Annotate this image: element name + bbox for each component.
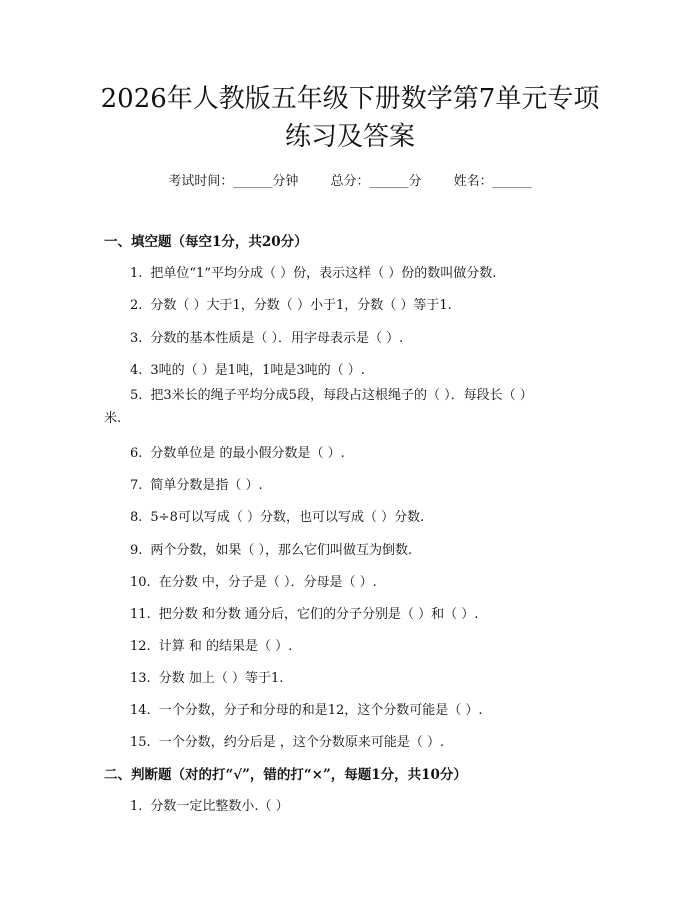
question-text: 把分数 和分数 通分后，它们的分子分别是（ ）和（ ）. <box>158 607 479 622</box>
question-number: 14. <box>130 703 151 718</box>
exam-info <box>0 170 700 189</box>
section-heading-fill-blank: 一、填空题（每空1分，共20分） <box>104 234 308 250</box>
question-4 <box>130 359 365 378</box>
question-text-line-2: 米. <box>104 411 122 426</box>
question-text: 分数单位是 的最小假分数是（ ）. <box>150 446 345 461</box>
question-text: 3吨的（ ）是1吨，1吨是3吨的（ ）. <box>150 363 365 378</box>
question-number: 4. <box>130 363 143 378</box>
question-number: 7. <box>130 478 143 493</box>
question-number: 13. <box>130 671 151 686</box>
question-text: 分数 加上（ ）等于1. <box>158 671 284 686</box>
question-number: 6. <box>130 446 143 461</box>
question-text: 一个分数，约分后是 ，这个分数原来可能是（ ）. <box>158 735 445 750</box>
exam-time: 考试时间：______分钟 <box>168 174 299 189</box>
question-number: 8. <box>130 510 143 525</box>
question-7 <box>130 474 263 493</box>
document-title <box>0 80 700 156</box>
question-2 <box>130 294 452 313</box>
section-heading-true-false: 二、判断题（对的打“√”，错的打“×”，每题1分，共10分） <box>104 767 467 783</box>
tf-question-1 <box>130 795 289 814</box>
question-text: 分数一定比整数小.（ ） <box>150 799 289 814</box>
title-line-2: 练习及答案 <box>284 122 415 152</box>
question-12 <box>130 635 292 654</box>
question-11 <box>130 603 478 622</box>
question-number: 1. <box>130 266 143 281</box>
question-6 <box>130 442 345 461</box>
question-text: 分数的基本性质是（ ）．用字母表示是（ ）. <box>150 331 404 346</box>
question-15 <box>130 731 444 750</box>
question-text-line-1: 把3米长的绳子平均分成5段，每段占这根绳子的（ ）．每段长（ ） <box>150 388 533 403</box>
question-text: 计算 和 的结果是（ ）. <box>158 639 293 654</box>
question-number: 10. <box>130 575 151 590</box>
question-number: 2. <box>130 298 143 313</box>
total-score: 总分：______分 <box>330 174 422 189</box>
question-text: 分数（ ）大于1，分数（ ）小于1，分数（ ）等于1. <box>150 298 452 313</box>
question-text: 把单位“1”平均分成（ ）份，表示这样（ ）份的数叫做分数. <box>150 266 497 281</box>
question-text: 一个分数，分子和分母的和是12，这个分数可能是（ ）. <box>158 703 483 718</box>
question-5 <box>104 384 604 430</box>
question-10 <box>130 571 377 590</box>
question-9 <box>130 539 412 558</box>
question-14 <box>130 699 483 718</box>
question-text: 5÷8可以写成（ ）分数，也可以写成（ ）分数. <box>150 510 425 525</box>
question-number: 9. <box>130 543 143 558</box>
question-number: 1. <box>130 799 143 814</box>
question-number: 11. <box>130 607 151 622</box>
question-1 <box>130 262 496 281</box>
question-number: 15. <box>130 735 151 750</box>
question-3 <box>130 327 403 346</box>
question-13 <box>130 667 283 686</box>
question-text: 简单分数是指（ ）. <box>150 478 263 493</box>
question-number: 12. <box>130 639 151 654</box>
question-number: 5. <box>130 388 143 403</box>
question-8 <box>130 506 424 525</box>
question-text: 在分数 中，分子是（ ）．分母是（ ）. <box>158 575 377 590</box>
question-text: 两个分数，如果（ ），那么它们叫做互为倒数. <box>150 543 413 558</box>
student-name: 姓名：______ <box>453 174 532 189</box>
title-line-1: 2026年人教版五年级下册数学第7单元专项 <box>100 84 600 114</box>
question-number: 3. <box>130 331 143 346</box>
